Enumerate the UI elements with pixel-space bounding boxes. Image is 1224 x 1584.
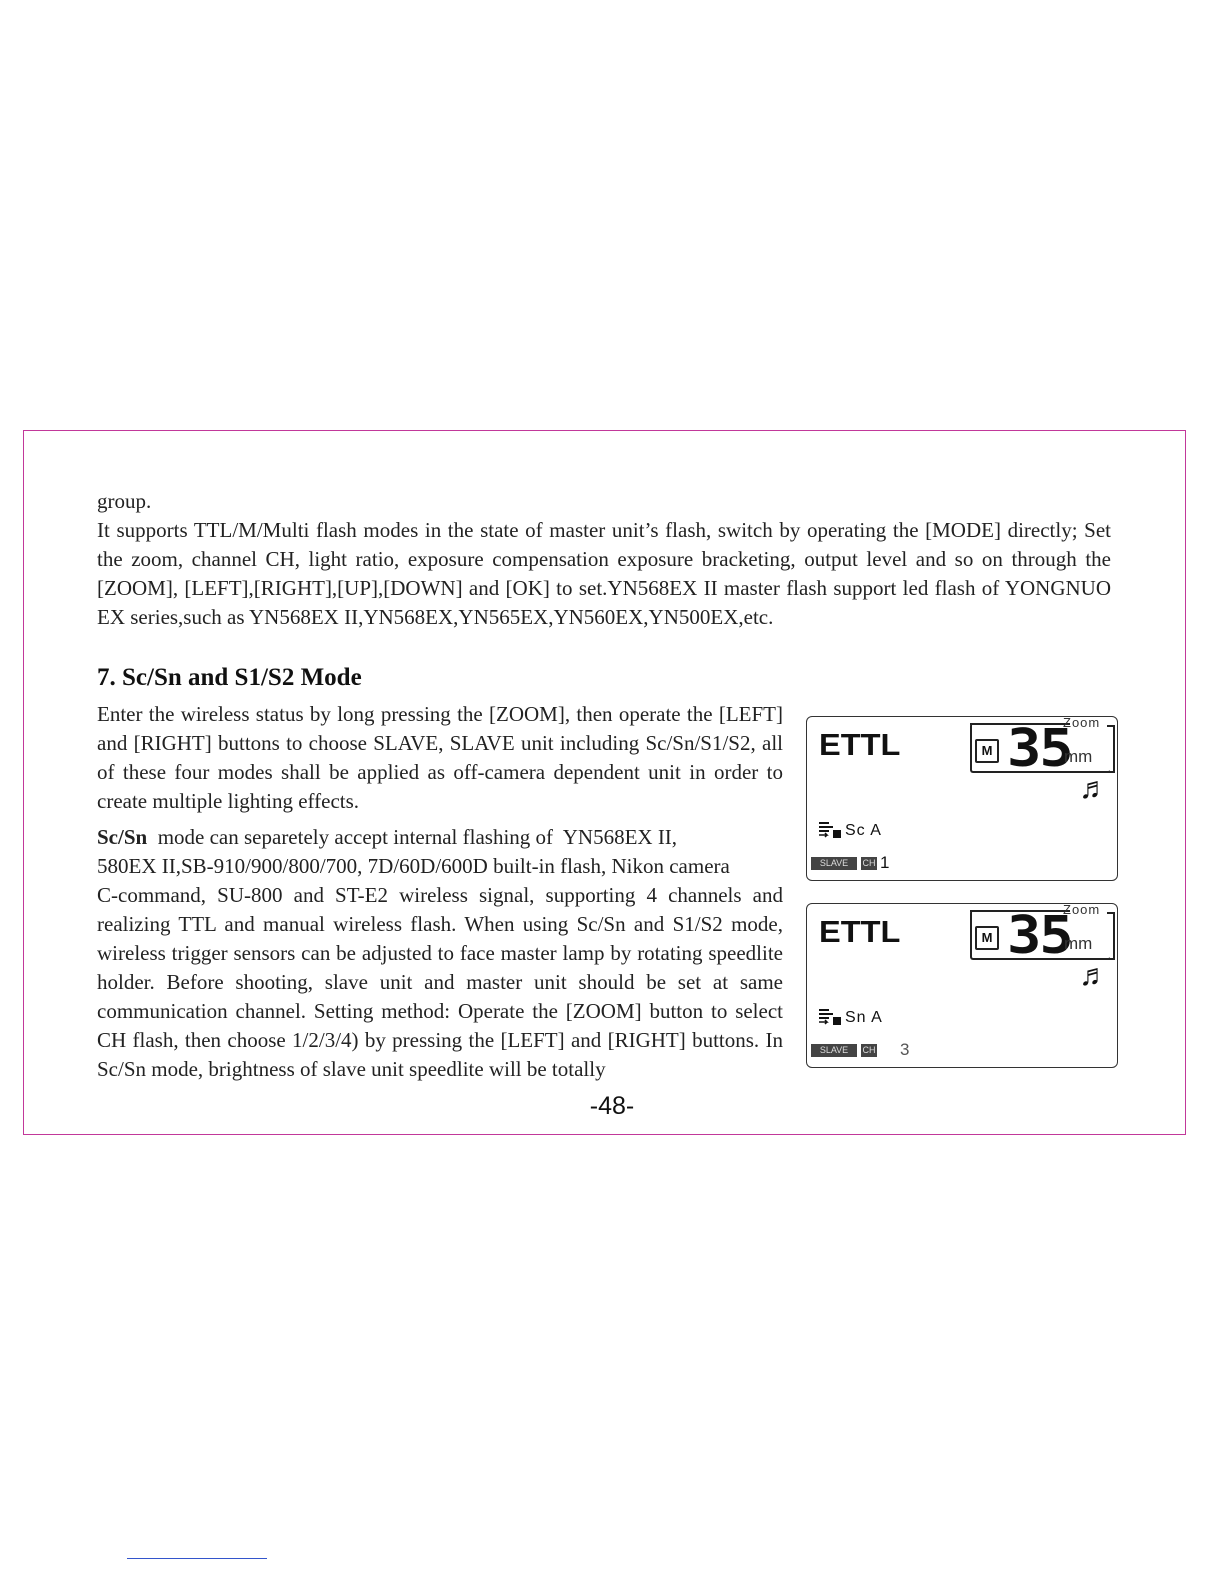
page-number: -48- bbox=[589, 1092, 635, 1120]
slave-badge: SLAVE bbox=[811, 1044, 857, 1057]
intro-paragraph bbox=[97, 487, 1111, 632]
intro-body: It supports TTL/M/Multi flash modes in the state of master unit’s flash, switch by operating the [MODE] directly; Set the zoom, channel CH, light ratio, exposure compensation exposure bracketing, output level and so on through the [ZOOM], [LEFT],[RIGHT],[UP],[DOWN] and [OK] to set.YN568EX II master flash support led flash of YONGNUO EX series,such as YN568EX II,YN568EX,YN565EX,YN560EX,YN500EX,etc. bbox=[97, 518, 1111, 629]
ch-badge: CH bbox=[862, 1045, 876, 1055]
music-note-icon: ♬ bbox=[1079, 772, 1109, 805]
section-paragraph-2 bbox=[97, 823, 783, 1084]
paragraph-line-2: 580EX II,SB-910/900/800/700, 7D/60D/600D built-in flash, Nikon camera bbox=[97, 854, 730, 878]
sc-sn-term: Sc/Sn bbox=[97, 825, 148, 849]
paragraph-rest: C-command, SU-800 and ST-E2 wireless signal, supporting 4 channels and realizing TTL and manual wireless flash. When using Sc/Sn and S1/S2 mode, wireless trigger sensors can be adjusted to face master lamp by rotating speedlite holder. Before shooting, slave unit and master unit should be set at same communication channel. Setting method: Operate the [ZOOM] button to select CH flash, then choose 1/2/3/4) by pressing the [LEFT] and [RIGHT] buttons. In Sc/Sn mode, brightness of slave unit speedlite will be totally bbox=[97, 883, 783, 1081]
lcd-display-sn bbox=[806, 903, 1118, 1068]
section-paragraph-1 bbox=[97, 700, 783, 816]
zoom-value: 35 bbox=[1007, 906, 1072, 966]
flash-mode: ETTL bbox=[819, 914, 901, 949]
paragraph-line-1-text: mode can separetely accept internal flashing of YN568EX II, bbox=[147, 825, 678, 849]
channel-number: 3 bbox=[900, 1040, 910, 1059]
zoom-frame-right bbox=[1107, 912, 1115, 960]
flash-mode: ETTL bbox=[819, 727, 901, 762]
zoom-value: 35 bbox=[1007, 719, 1072, 779]
wireless-mode: Sc A bbox=[845, 822, 882, 839]
manual-zoom-badge: M bbox=[975, 926, 999, 950]
intro-line-group: group. bbox=[97, 489, 152, 513]
wireless-mode: Sn A bbox=[845, 1009, 883, 1026]
music-note-icon: ♬ bbox=[1079, 959, 1109, 992]
zoom-label: Zoom bbox=[1063, 902, 1101, 917]
slave-badge: SLAVE bbox=[811, 857, 857, 870]
zoom-unit: mm bbox=[1064, 747, 1093, 766]
zoom-label: Zoom bbox=[1063, 715, 1101, 730]
zoom-unit: mm bbox=[1064, 934, 1093, 953]
paragraph-text: Enter the wireless status by long pressing the [ZOOM], then operate the [LEFT] and [RIGHT] buttons to choose SLAVE, SLAVE unit including Sc/Sn/S1/S2, all of these four modes shall be applied as off-camera dependent unit in order to create multiple lighting effects. bbox=[97, 702, 783, 813]
wireless-signal-icon bbox=[817, 821, 843, 839]
zoom-frame-right bbox=[1107, 725, 1115, 773]
manual-zoom-badge: M bbox=[975, 739, 999, 763]
wireless-signal-icon bbox=[817, 1008, 843, 1026]
paragraph-line-1 bbox=[97, 823, 783, 852]
lcd-display-sc bbox=[806, 716, 1118, 881]
channel-number: 1 bbox=[880, 853, 890, 872]
section-heading: 7. Sc/Sn and S1/S2 Mode bbox=[97, 664, 362, 691]
footer-rule bbox=[127, 1558, 267, 1559]
ch-badge: CH bbox=[862, 858, 876, 868]
